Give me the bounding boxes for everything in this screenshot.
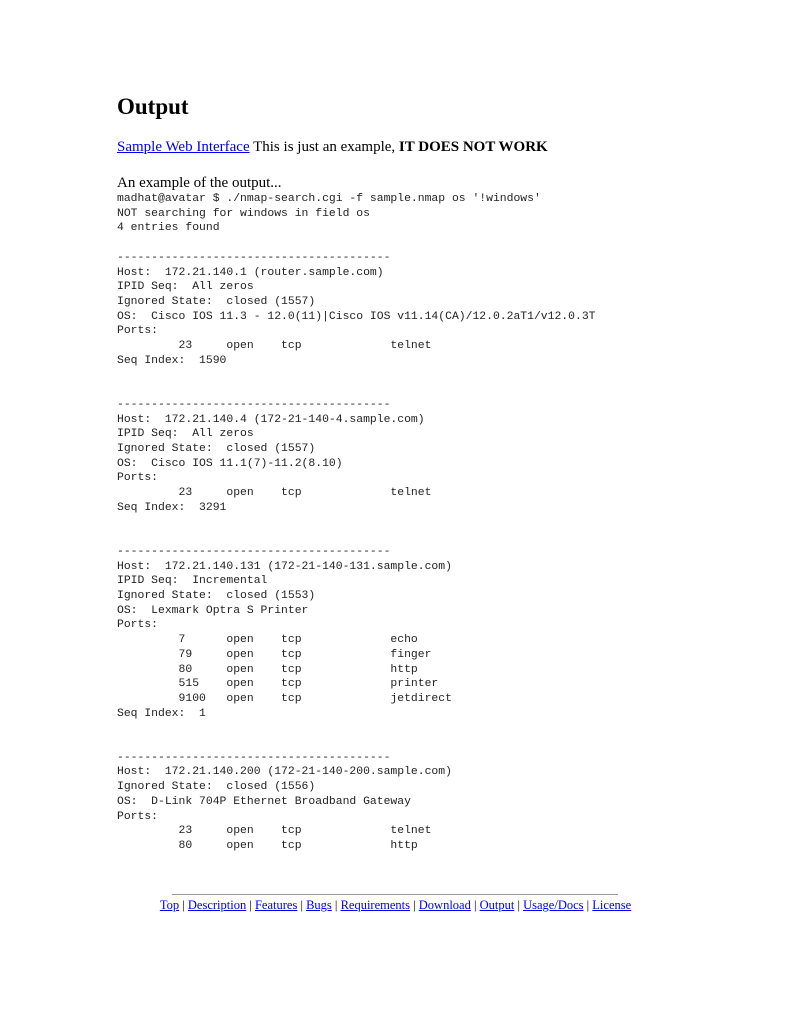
terminal-line: 80 open tcp http [117, 839, 418, 852]
footer-link-license[interactable]: License [592, 898, 632, 912]
footer-nav-separator: | [470, 898, 480, 912]
example-label: An example of the output... [117, 175, 282, 191]
terminal-line: 4 entries found [117, 222, 220, 235]
terminal-line: 79 open tcp finger [117, 648, 432, 661]
footer-nav [0, 897, 791, 913]
terminal-line: ---------------------------------------- [117, 251, 391, 264]
terminal-line: Host: 172.21.140.131 (172-21-140-131.sample.com) [117, 560, 452, 573]
terminal-line: OS: Lexmark Optra S Printer [117, 604, 309, 617]
footer-link-requirements[interactable]: Requirements [340, 898, 410, 912]
footer-link-download[interactable]: Download [418, 898, 471, 912]
terminal-line: IPID Seq: All zeros [117, 428, 254, 441]
terminal-line: Ignored State: closed (1557) [117, 295, 316, 308]
terminal-line: OS: D-Link 704P Ethernet Broadband Gateway [117, 795, 411, 808]
terminal-line: OS: Cisco IOS 11.1(7)-11.2(8.10) [117, 457, 343, 470]
footer-link-features[interactable]: Features [254, 898, 298, 912]
terminal-line: NOT searching for windows in field os [117, 207, 370, 220]
terminal-line: IPID Seq: Incremental [117, 575, 268, 588]
terminal-line: Host: 172.21.140.4 (172-21-140-4.sample.com) [117, 413, 425, 426]
intro-line [117, 137, 548, 157]
terminal-line: OS: Cisco IOS 11.3 - 12.0(11)|Cisco IOS v11.14(CA)/12.0.2aT1/v12.0.3T [117, 310, 596, 323]
terminal-line: ---------------------------------------- [117, 398, 391, 411]
footer-nav-separator: | [179, 898, 188, 912]
terminal-line: madhat@avatar $ ./nmap-search.cgi -f sample.nmap os '!windows' [117, 193, 541, 205]
footer-link-top[interactable]: Top [159, 898, 180, 912]
footer-link-description[interactable]: Description [187, 898, 247, 912]
terminal-line: Ports: [117, 810, 159, 823]
footer-divider [172, 894, 618, 895]
terminal-line: Seq Index: 1590 [117, 354, 227, 367]
terminal-output [117, 192, 596, 854]
terminal-line: 23 open tcp telnet [117, 825, 432, 838]
terminal-line: Ignored State: closed (1556) [117, 781, 316, 794]
footer-nav-separator: | [514, 898, 524, 912]
terminal-line: Host: 172.21.140.200 (172-21-140-200.sample.com) [117, 766, 452, 779]
terminal-line: Host: 172.21.140.1 (router.sample.com) [117, 266, 384, 279]
terminal-line: Ignored State: closed (1553) [117, 589, 316, 602]
footer-nav-separator: | [583, 898, 593, 912]
footer-link-usage-docs[interactable]: Usage/Docs [523, 898, 584, 912]
footer-nav-separator: | [297, 898, 307, 912]
intro-text: This is just an example, [249, 139, 399, 155]
footer-link-bugs[interactable]: Bugs [306, 898, 332, 912]
footer-nav-separator: | [331, 898, 341, 912]
footer-nav-separator: | [246, 898, 255, 912]
terminal-line: 80 open tcp http [117, 663, 418, 676]
terminal-line: 23 open tcp telnet [117, 340, 432, 353]
terminal-line: Ports: [117, 472, 159, 485]
footer-nav-separator: | [410, 898, 419, 912]
terminal-line: ---------------------------------------- [117, 545, 391, 558]
terminal-line: 23 open tcp telnet [117, 487, 432, 500]
terminal-line: Ignored State: closed (1557) [117, 442, 316, 455]
sample-web-interface-link[interactable]: Sample Web Interface [117, 139, 250, 155]
terminal-line: ---------------------------------------- [117, 751, 391, 764]
terminal-line: 9100 open tcp jetdirect [117, 692, 452, 705]
page-title: Output [117, 94, 189, 119]
terminal-line: 7 open tcp echo [117, 634, 418, 647]
does-not-work-warning: IT DOES NOT WORK [398, 139, 548, 155]
terminal-line: 515 open tcp printer [117, 678, 439, 691]
terminal-line: IPID Seq: All zeros [117, 281, 254, 294]
terminal-line: Ports: [117, 619, 159, 632]
terminal-line: Ports: [117, 325, 159, 338]
terminal-line: Seq Index: 3291 [117, 501, 227, 514]
terminal-line: Seq Index: 1 [117, 707, 206, 720]
footer-link-output[interactable]: Output [479, 898, 515, 912]
